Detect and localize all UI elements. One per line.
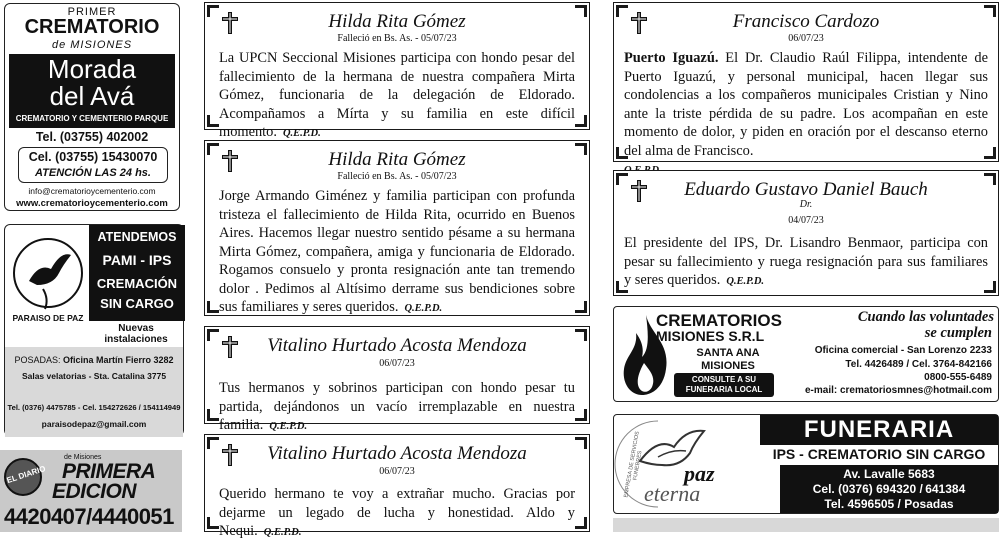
paraiso-info-band xyxy=(5,347,183,437)
funeraria-info-bar xyxy=(780,465,998,513)
paz-eterna-logo xyxy=(618,419,758,511)
obituary-title: Dr. xyxy=(799,199,813,210)
ad-morada-del-ava xyxy=(4,3,180,211)
obituary-qepd: Q.E.P.D. xyxy=(404,303,443,314)
obituary-body: El Dr. Claudio Raúl Filippa, intendente de Puerto Iguazú, y personal municipal, hacen llegar sus condolencias a los compañeros municipales Cristian y Nino ante la triste pérdida de su padre. Los acompañan en este momento de dolor, y piden en oración por el descanso eterno del alma de Francisco. xyxy=(624,50,988,159)
obituary-text xyxy=(624,234,988,292)
obituary-text xyxy=(219,379,575,437)
paraiso-posadas xyxy=(5,355,183,365)
srl-email[interactable]: e-mail: crematoriosmnes@hotmail.com xyxy=(804,385,992,396)
srl-title1: CREMATORIOS xyxy=(656,311,782,330)
obituary-qepd: Q.E.P.D. xyxy=(263,527,302,538)
funeraria-cel: Cel. (0376) 694320 / 641384 xyxy=(812,482,966,496)
ad-crematorios-srl xyxy=(613,306,999,402)
ad-del-ava: del Avá xyxy=(49,81,135,111)
srl-misiones: MISIONES xyxy=(701,360,755,372)
srl-oficina: Oficina comercial - San Lorenzo 2233 xyxy=(814,345,992,356)
funeraria-tel: Tel. 4596505 / Posadas xyxy=(824,497,954,511)
ad-primer: PRIMER xyxy=(67,6,117,18)
obituary-card xyxy=(204,434,590,539)
funeraria-addr: Av. Lavalle 5683 xyxy=(843,467,935,481)
srl-consulte-badge xyxy=(674,373,774,397)
funeraria-ips: IPS - CREMATORIO SIN CARGO xyxy=(772,446,986,462)
srl-slogan1: Cuando las voluntades xyxy=(857,309,994,325)
funeraria-title-bar xyxy=(760,415,998,445)
ad-primera-edicion xyxy=(0,450,182,532)
obituary-qepd: Q.E.P.D. xyxy=(726,276,765,287)
obituary-text xyxy=(219,49,575,144)
srl-funeraria-local: FUNERARIA LOCAL xyxy=(685,385,763,394)
obituary-text xyxy=(219,485,575,543)
srl-consulte: CONSULTE A SU xyxy=(691,375,757,384)
obituary-card xyxy=(613,170,999,296)
primera-phones: 4420407/4440051 xyxy=(4,504,174,529)
obituary-card xyxy=(204,140,590,316)
srl-santa-ana: SANTA ANA xyxy=(696,347,760,359)
obituary-date: 06/07/23 xyxy=(788,33,824,44)
ad-de-misiones: de MISIONES xyxy=(51,39,133,51)
obituary-lead: Puerto Iguazú. xyxy=(624,50,719,66)
primera-primera: PRIMERA xyxy=(62,460,156,483)
paraiso-black-panel xyxy=(89,225,185,321)
paz-arc-text: EMPRESA DE SERVICIOS FUNEBRES xyxy=(623,430,644,499)
obituary-date: 06/07/23 xyxy=(379,358,415,369)
obituary-card xyxy=(613,2,999,162)
paraiso-email[interactable]: paraisodepaz@gmail.com xyxy=(41,419,147,429)
obituary-date: Falleció en Bs. As. - 05/07/23 xyxy=(337,33,457,44)
paraiso-nuevas: Nuevas instalaciones xyxy=(104,323,168,345)
obituary-text xyxy=(219,187,575,319)
ad-paraiso-de-paz xyxy=(4,224,184,436)
obituary-date: Falleció en Bs. As. - 05/07/23 xyxy=(337,171,457,182)
obituary-name: Vitalino Hurtado Acosta Mendoza xyxy=(267,335,527,356)
primera-edicion: EDICION xyxy=(52,480,137,503)
paraiso-logo xyxy=(9,233,87,333)
obituary-name: Hilda Rita Gómez xyxy=(328,11,466,32)
paraiso-tels: Tel. (0376) 4475785 - Cel. 154272626 / 154114949 xyxy=(7,403,181,412)
paraiso-logo-text: PARAISO DE PAZ xyxy=(12,313,84,323)
srl-tel: Tel. 4426489 / Cel. 3764-842166 xyxy=(845,359,992,370)
partial-ad-strip xyxy=(613,518,999,532)
srl-slogan2: se cumplen xyxy=(924,325,992,341)
obituary-body: Jorge Armando Giménez y familia participan con profunda tristeza el fallecimiento de Hilda Rita, ocurrido en Buenos Aires. Hacemos llegar nuestro sentido pésame a su hermana Mirta Gómez, compañera, amiga y funcionaria de Eldorado. Rogamos consuelo y pronta resignación ante tan tremendo dolor . Pedimos al Altísimo derrame sus bendiciones sobre sus familiares y seres queridos. xyxy=(219,188,575,315)
paraiso-pami: PAMI - IPS xyxy=(102,252,172,268)
obituary-date: 06/07/23 xyxy=(379,466,415,477)
obituary-body: El presidente del IPS, Dr. Lisandro Benmaor, participa con pesar su fallecimiento y ruega resignación para sus familiares y seres queridos. xyxy=(624,235,988,288)
obituary-card xyxy=(204,326,590,433)
ad-morada-block xyxy=(9,54,175,128)
ad-web[interactable]: www.crematorioycementerio.com xyxy=(16,198,168,209)
paz-text: paz xyxy=(684,461,715,486)
obituary-name: Hilda Rita Gómez xyxy=(328,149,466,170)
ad-morada: Morada xyxy=(47,54,137,84)
paraiso-posadas-addr: Oficina Martín Fierro 3282 xyxy=(62,355,174,365)
ad-email[interactable]: info@crematorioycementerio.com xyxy=(28,186,156,196)
ad-cel: Cel. (03755) 15430070 xyxy=(28,150,158,164)
srl-title2: MISIONES S.R.L xyxy=(656,328,765,344)
primera-el-diario: EL DIARIO xyxy=(5,463,47,486)
paraiso-posadas-label: POSADAS: xyxy=(14,355,61,365)
ad-cem-parque: CREMATORIO Y CEMENTERIO PARQUE xyxy=(15,114,169,123)
ad-tel: Tel. (03755) 402002 xyxy=(35,130,149,144)
obituary-body: La UPCN Seccional Misiones participa con hondo pesar del fallecimiento de la hermana de nuestra compañera Mirta Gómez, funcionaria de la delegación de Eldorado. Acompañamos a Mírta y su familia en este difícil momento. xyxy=(219,50,575,140)
paraiso-cremacion: CREMACIÓN xyxy=(96,276,178,291)
obituary-name: Francisco Cardozo xyxy=(732,11,880,32)
obituary-body: Querido hermano te voy a extrañar mucho. Gracias por dejarme un legado de lucha y honestidad. Aldo y Nequi. xyxy=(219,486,575,539)
funeraria-title: FUNERARIA xyxy=(803,416,955,443)
primera-de-misiones: de Misiones xyxy=(64,454,102,461)
obituary-text xyxy=(624,49,988,181)
obituary-body: Tus hermanos y sobrinos participan con hondo pesar tu partida, dejándonos un vacío irremplazable en nuestra familia. xyxy=(219,380,575,433)
obituary-name: Eduardo Gustavo Daniel Bauch xyxy=(684,179,928,200)
paraiso-atendemos: ATENDEMOS xyxy=(97,230,177,244)
eterna-text: eterna xyxy=(644,481,701,506)
obituary-qepd: Q.E.P.D. xyxy=(269,421,308,432)
ad-crematorio: CREMATORIO xyxy=(24,16,160,38)
obituary-card xyxy=(204,2,590,140)
paraiso-sin-cargo: SIN CARGO xyxy=(100,296,174,311)
paraiso-salas: Salas velatorias - Sta. Catalina 3775 xyxy=(21,371,167,381)
srl-free: 0800-555-6489 xyxy=(924,372,992,383)
obituary-date: 04/07/23 xyxy=(788,215,824,226)
ad-cel-box xyxy=(18,147,168,183)
obituary-qepd: Q.E.P.D. xyxy=(282,128,321,139)
ad-atencion: ATENCIÓN LAS 24 hs. xyxy=(35,167,151,179)
obituary-name: Vitalino Hurtado Acosta Mendoza xyxy=(267,443,527,464)
ad-paz-eterna xyxy=(613,414,999,514)
